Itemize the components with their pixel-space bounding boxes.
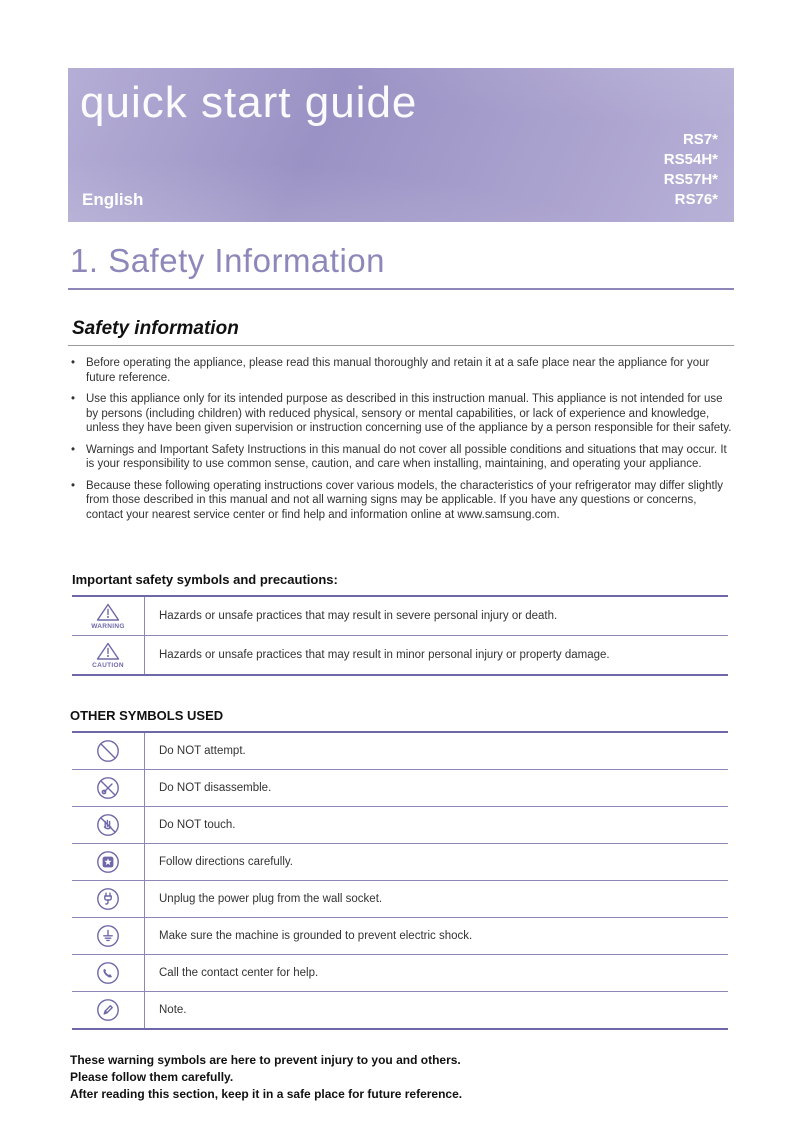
footer-notes <box>68 1052 734 1103</box>
do-not-disassemble-icon <box>95 775 121 801</box>
other-symbols-table <box>72 731 728 1030</box>
table-row <box>72 770 728 807</box>
section-rule <box>68 288 734 290</box>
table-cell-text: Make sure the machine is grounded to prevent electric shock. <box>159 930 473 942</box>
table-cell-text: Do NOT disassemble. <box>159 782 272 794</box>
footer-note-line: These warning symbols are here to prevent injury to you and others. <box>70 1053 461 1067</box>
unplug-power-icon <box>95 886 121 912</box>
call-contact-icon <box>95 960 121 986</box>
precautions-table <box>72 595 728 676</box>
ground-icon <box>95 923 121 949</box>
footer-note-line: After reading this section, keep it in a safe place for future reference. <box>70 1087 463 1101</box>
table-row <box>72 918 728 955</box>
guide-title: quick start guide <box>80 78 418 127</box>
table-row <box>72 597 728 636</box>
safety-bullet-list <box>68 356 734 522</box>
table-cell-text: Do NOT attempt. <box>159 745 246 757</box>
bullet-dot: • <box>71 357 76 369</box>
table-row <box>72 733 728 770</box>
header-banner <box>68 68 734 222</box>
precautions-heading: Important safety symbols and precautions: <box>72 572 338 587</box>
table-cell-text: Note. <box>159 1004 187 1016</box>
table-cell-text: Do NOT touch. <box>159 819 236 831</box>
model-number: RS76* <box>674 191 718 208</box>
table-row <box>72 844 728 881</box>
note-icon <box>95 997 121 1023</box>
bullet-text: Before operating the appliance, please read this manual thoroughly and retain it at a safe place near the appliance for your future reference. <box>86 357 710 384</box>
table-cell-text: Follow directions carefully. <box>159 856 294 868</box>
do-not-touch-icon <box>95 812 121 838</box>
table-row <box>72 807 728 844</box>
safety-heading: Safety information <box>72 318 239 339</box>
bullet-text: Because these following operating instructions cover various models, the characteristics of your refrigerator may differ slightly from those described in this manual and not all warning signs may be applicable. If you have any questions or concerns, contact your nearest service center or find help and information online at www.samsung.com. <box>86 479 724 521</box>
bullet-text: Warnings and Important Safety Instructions in this manual do not cover all possible conditions and situations that may occur. It is your responsibility to use common sense, caution, and care when installing, maintaining, and operating your appliance. <box>86 443 727 470</box>
warning-label: WARNING <box>91 623 125 630</box>
other-symbols-heading: OTHER SYMBOLS USED <box>70 708 224 723</box>
bullet-dot: • <box>71 443 76 456</box>
table-cell-text: Unplug the power plug from the wall socket. <box>159 893 383 905</box>
section-title: 1. Safety Information <box>70 242 385 279</box>
language-label: English <box>82 190 144 209</box>
list-item <box>68 356 734 385</box>
table-row <box>72 955 728 992</box>
follow-directions-icon <box>95 849 121 875</box>
warning-triangle-icon <box>95 602 121 622</box>
bullet-dot: • <box>71 479 76 492</box>
model-number: RS57H* <box>663 171 718 188</box>
table-row <box>72 881 728 918</box>
do-not-attempt-icon <box>95 738 121 764</box>
table-row <box>72 636 728 674</box>
footer-note-line: Please follow them carefully. <box>70 1070 234 1084</box>
model-number: RS7* <box>682 131 718 148</box>
model-number: RS54H* <box>663 151 718 168</box>
table-cell-text: Hazards or unsafe practices that may result in minor personal injury or property damage. <box>159 649 610 661</box>
bullet-text: Use this appliance only for its intended purpose as described in this instruction manual. This appliance is not intended for use by persons (including children) with reduced physical, sensory or mental capabilities, or lack of experience and knowledge, unless they have been given supervision or instruction concerning use of the appliance by a person responsible for their safety. <box>86 393 732 434</box>
table-cell-text: Hazards or unsafe practices that may result in severe personal injury or death. <box>159 610 558 622</box>
model-list <box>664 130 718 210</box>
safety-heading-rule <box>68 345 734 346</box>
caution-triangle-icon <box>95 641 121 661</box>
table-cell-text: Call the contact center for help. <box>159 967 319 979</box>
list-item <box>68 479 734 523</box>
bullet-dot: • <box>71 393 76 405</box>
caution-label: CAUTION <box>92 662 124 669</box>
list-item <box>68 392 734 436</box>
manual-page <box>68 68 734 1103</box>
list-item <box>68 443 734 472</box>
table-row <box>72 992 728 1028</box>
